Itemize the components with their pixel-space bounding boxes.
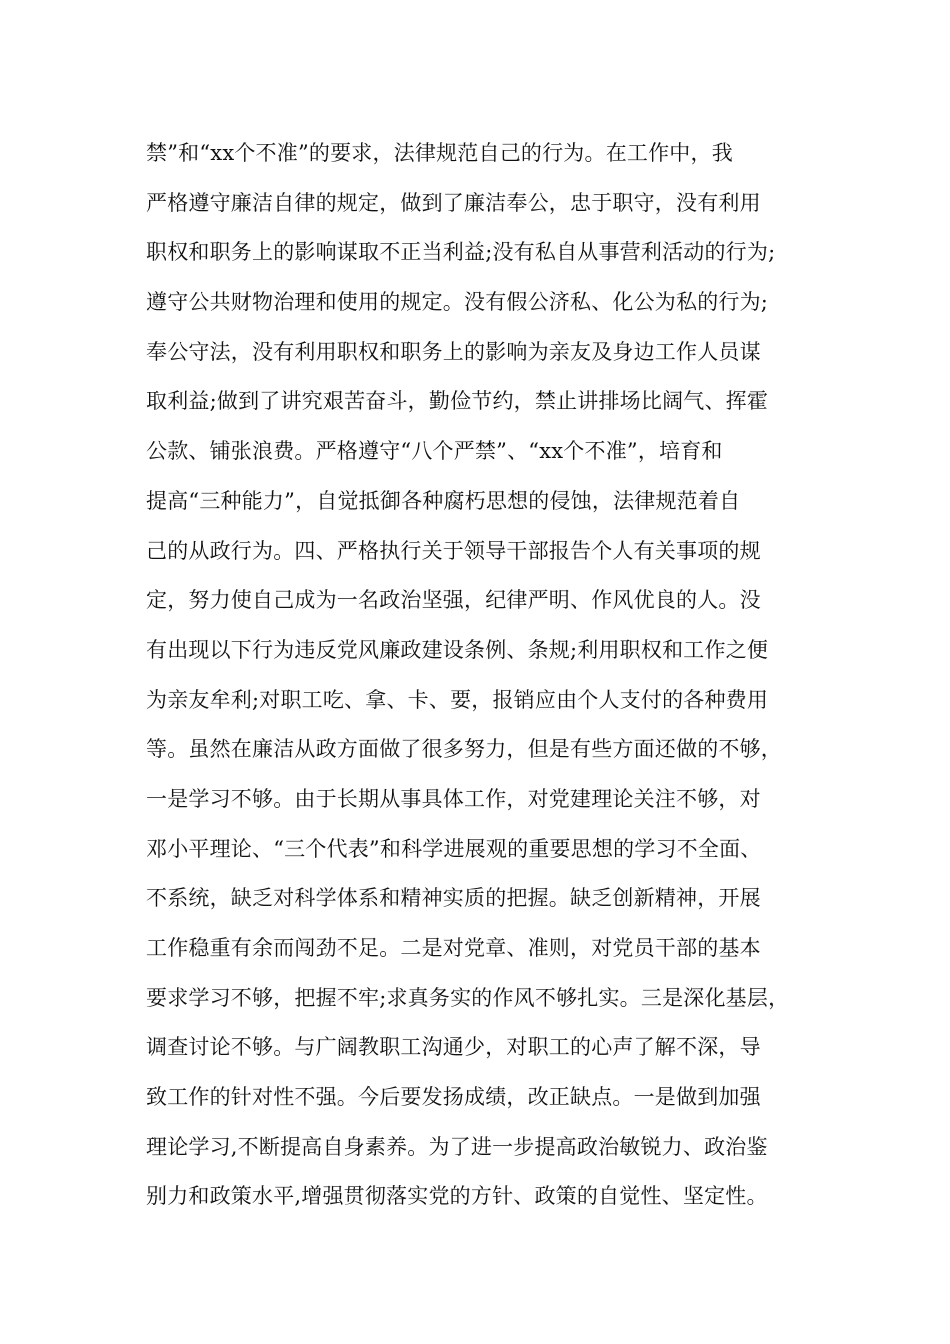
text-line: 等。虽然在廉洁从政方面做了很多努力，但是有些方面还做的不够，: [146, 737, 782, 762]
text-line: 邓小平理论、“三个代表”和科学进展观的重要思想的学习不全面、: [146, 836, 762, 861]
text-line: 公款、铺张浪费。严格遵守“八个严禁”、“xx个不准”，培育和: [146, 439, 723, 464]
text-line: 理论学习,不断提高自身素养。为了进一步提高政治敏锐力、政治鉴: [146, 1134, 768, 1159]
text-line: 取利益;做到了讲究艰苦奋斗，勤俭节约，禁止讲排场比阔气、挥霍: [146, 389, 769, 414]
text-line: 己的从政行为。四、严格执行关于领导干部报告个人有关事项的规: [146, 538, 761, 563]
text-line: 要求学习不够，把握不牢;求真务实的作风不够扎实。三是深化基层，: [146, 985, 790, 1010]
text-line: 别力和政策水平,增强贯彻落实党的方针、政策的自觉性、坚定性。: [146, 1184, 768, 1209]
text-line: 职权和职务上的影响谋取不正当利益;没有私自从事营利活动的行为;: [146, 240, 776, 265]
text-line: 一是学习不够。由于长期从事具体工作，对党建理论关注不够，对: [146, 786, 761, 811]
text-line: 严格遵守廉洁自律的规定，做到了廉洁奉公，忠于职守，没有利用: [146, 190, 761, 215]
text-line: 遵守公共财物治理和使用的规定。没有假公济私、化公为私的行为;: [146, 290, 769, 315]
text-line: 为亲友牟利;对职工吃、拿、卡、要，报销应由个人支付的各种费用: [146, 687, 769, 712]
text-line: 定，努力使自己成为一名政治坚强，纪律严明、作风优良的人。没: [146, 588, 761, 613]
text-line: 提高“三种能力”，自觉抵御各种腐朽思想的侵蚀，法律规范着自: [146, 488, 741, 513]
text-line: 调查讨论不够。与广阔教职工沟通少，对职工的心声了解不深，导: [146, 1035, 761, 1060]
text-line: 致工作的针对性不强。今后要发扬成绩，改正缺点。一是做到加强: [146, 1085, 761, 1110]
text-line: 奉公守法，没有利用职权和职务上的影响为亲友及身边工作人员谋: [146, 339, 761, 364]
text-line: 有出现以下行为违反党风廉政建设条例、条规;利用职权和工作之便: [146, 637, 769, 662]
text-line: 不系统，缺乏对科学体系和精神实质的把握。缺乏创新精神，开展: [146, 886, 761, 911]
body-text: [146, 129, 818, 1222]
text-line: 禁”和“xx个不准”的要求，法律规范自己的行为。在工作中，我: [146, 141, 733, 165]
text-line: 工作稳重有余而闯劲不足。二是对党章、准则，对党员干部的基本: [146, 936, 761, 960]
